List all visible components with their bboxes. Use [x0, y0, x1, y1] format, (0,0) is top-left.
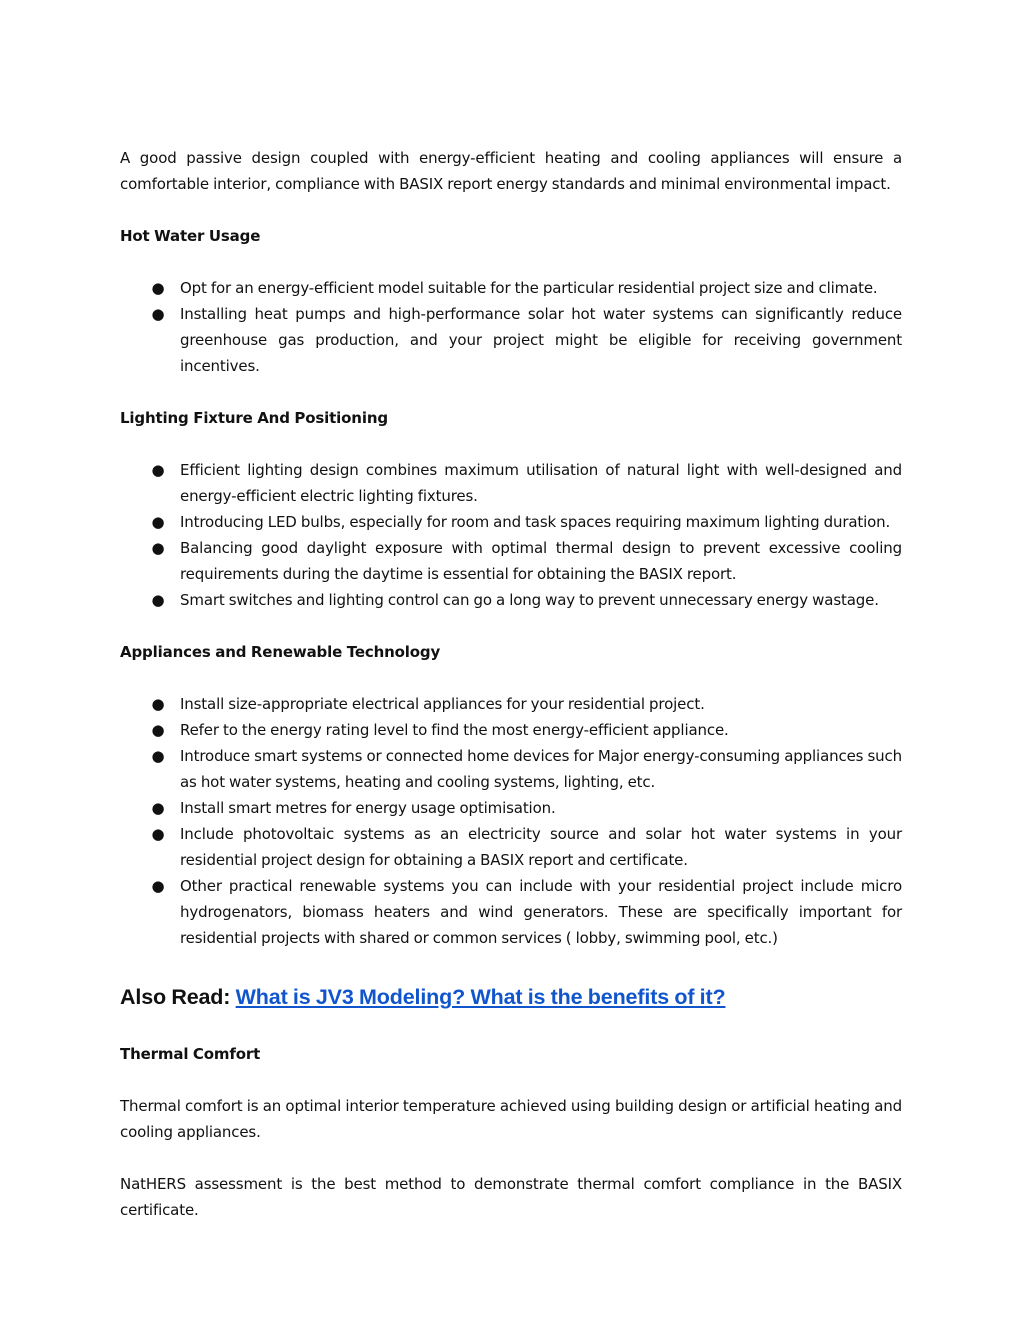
- list-item: ● Opt for an energy-efficient model suitable for the particular residential project size and climate.: [180, 275, 902, 301]
- list-item: ● Install smart metres for energy usage optimisation.: [180, 795, 902, 821]
- bullet-icon: ●: [151, 279, 165, 297]
- list-item: ● Install size-appropriate electrical appliances for your residential project.: [180, 691, 902, 717]
- document-body: [120, 145, 902, 1223]
- bullet-icon: ●: [151, 461, 165, 479]
- also-read-link[interactable]: What is JV3 Modeling? What is the benefits of it?: [235, 985, 726, 1009]
- list-item: ● Balancing good daylight exposure with optimal thermal design to prevent excessive cooling requirements during the daytime is essential for obtaining the BASIX report.: [180, 535, 902, 587]
- list-item: ● Efficient lighting design combines maximum utilisation of natural light with well-designed and energy-efficient electric lighting fixtures.: [180, 457, 902, 509]
- heading-thermal-comfort: Thermal Comfort: [120, 1045, 261, 1063]
- bullet-icon: ●: [151, 539, 165, 557]
- hot-water-list: [120, 275, 902, 379]
- bullet-icon: ●: [151, 513, 165, 531]
- bullet-icon: ●: [151, 877, 165, 895]
- list-item: ● Include photovoltaic systems as an electricity source and solar hot water systems in your residential project design for obtaining a BASIX report and certificate.: [180, 821, 902, 873]
- heading-appliances: Appliances and Renewable Technology: [120, 643, 441, 661]
- list-item: ● Introducing LED bulbs, especially for room and task spaces requiring maximum lighting duration.: [180, 509, 902, 535]
- bullet-icon: ●: [151, 721, 165, 739]
- lighting-list: [120, 457, 902, 613]
- also-read: [120, 981, 902, 1013]
- heading-lighting: Lighting Fixture And Positioning: [120, 409, 388, 427]
- thermal-paragraph-2: NatHERS assessment is the best method to demonstrate thermal comfort compliance in the BASIX certificate.: [120, 1175, 902, 1219]
- list-item: ● Introduce smart systems or connected home devices for Major energy-consuming appliances such as hot water systems, heating and cooling systems, lighting, etc.: [180, 743, 902, 795]
- thermal-paragraph-1: Thermal comfort is an optimal interior temperature achieved using building design or artificial heating and cooling appliances.: [120, 1097, 902, 1141]
- bullet-icon: ●: [151, 747, 165, 765]
- intro-paragraph: A good passive design coupled with energy-efficient heating and cooling appliances will ensure a comfortable interior, compliance with BASIX report energy standards and minimal environmental impact.: [120, 149, 902, 193]
- appliances-list: [120, 691, 902, 951]
- bullet-icon: ●: [151, 305, 165, 323]
- list-item: ● Refer to the energy rating level to find the most energy-efficient appliance.: [180, 717, 902, 743]
- heading-hot-water-usage: Hot Water Usage: [120, 227, 261, 245]
- bullet-icon: ●: [151, 695, 165, 713]
- also-read-label: Also Read:: [120, 985, 231, 1009]
- bullet-icon: ●: [151, 591, 165, 609]
- list-item: ● Installing heat pumps and high-performance solar hot water systems can significantly reduce greenhouse gas production, and your project might be eligible for receiving government incentives.: [180, 301, 902, 379]
- list-item: ● Other practical renewable systems you can include with your residential project include micro hydrogenators, biomass heaters and wind generators. These are specifically important for residential projects with shared or common services ( lobby, swimming pool, etc.): [180, 873, 902, 951]
- list-item: ● Smart switches and lighting control can go a long way to prevent unnecessary energy wastage.: [180, 587, 902, 613]
- bullet-icon: ●: [151, 825, 165, 843]
- bullet-icon: ●: [151, 799, 165, 817]
